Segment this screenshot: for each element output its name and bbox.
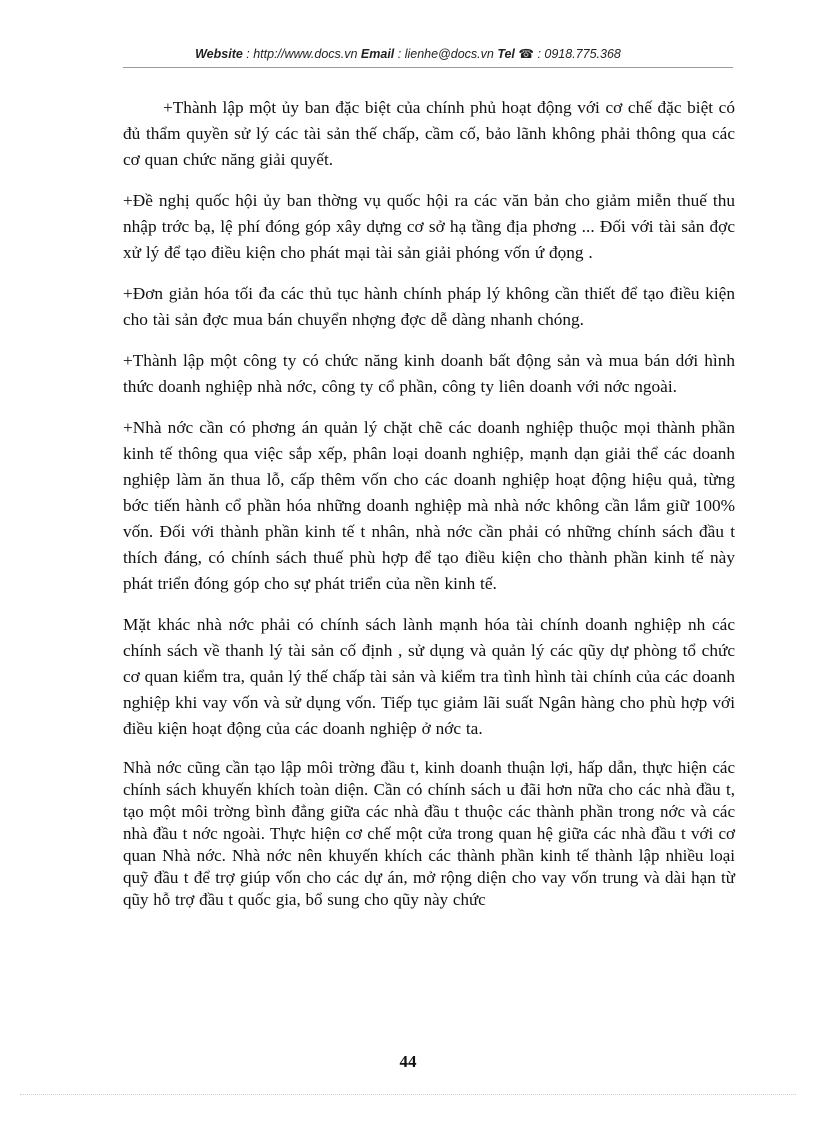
paragraph-3: +Đơn giản hóa tối đa các thủ tục hành chính pháp lý không cần thiết để tạo điều kiện cho tài sản đợc mua bán chuyển nhợng đợc dễ dàng nhanh chóng. <box>123 284 735 329</box>
email-value: : lienhe@docs.vn <box>394 47 498 61</box>
paragraph-1: +Thành lập một ủy ban đặc biệt của chính phủ hoạt động với cơ chế đặc biệt có đủ thẩm quyền sử lý các tài sản thế chấp, cầm cố, bảo lãnh không phải thông qua các cơ quan chức năng giải quyết. <box>123 98 735 169</box>
paragraph-2: +Đề nghị quốc hội ủy ban thờng vụ quốc hội ra các văn bản cho giảm miễn thuế thu nhập trớc bạ, lệ phí đóng góp xây dựng cơ sở hạ tầng địa phơng ... Đối với tài sản đợc xử lý để tạo điều kiện cho phát mại tài sản giải phóng vốn ứ đọng . <box>123 191 735 262</box>
paragraph-6: Mặt khác nhà nớc phải có chính sách lành mạnh hóa tài chính doanh nghiệp nh các chính sách về thanh lý tài sản cố định , sử dụng và quản lý các qũy dự phòng tổ chức cơ quan kiểm tra, quản lý thế chấp tài sản và kiểm tra tình hình tài chính của các doanh nghiệp khi vay vốn và sử dụng vốn. Tiếp tục giảm lãi suất Ngân hàng cho phù hợp với điều kiện hoạt động của các doanh nghiệp ở nớc ta. <box>123 615 735 738</box>
page-header <box>0 46 816 61</box>
paragraph-7: Nhà nớc cũng cần tạo lập môi trờng đầu t, kinh doanh thuận lợi, hấp dẫn, thực hiện các chính sách khuyến khích toàn diện. Cần có chính sách u đãi hơn nữa cho các nhà đầu t, tạo một môi trờng bình đẳng giữa các nhà đầu t thuộc các thành phần trong nớc và các nhà đầu t nớc ngoài. Thực hiện cơ chế một cửa trong quan hệ giữa các nhà đầu t với cơ quan Nhà nớc. Nhà nớc nên khuyến khích các thành phần kinh tế thành lập nhiều loại quỹ đầu t để trợ giúp vốn cho các dự án, mở rộng diện cho vay vốn trung và dài hạn từ qũy hỗ trợ đầu t quốc gia, bổ sung cho qũy này chức <box>123 758 735 909</box>
paragraph-4: +Thành lập một công ty có chức năng kinh doanh bất động sản và mua bán dới hình thức doanh nghiệp nhà nớc, công ty cổ phần, công ty liên doanh với nớc ngoài. <box>123 351 735 396</box>
page-number: 44 <box>399 1052 417 1071</box>
tel-value: : 0918.775.368 <box>533 47 621 61</box>
header-divider <box>123 67 733 68</box>
document-body <box>123 95 735 926</box>
email-label: Email <box>360 47 395 61</box>
tel-label: Tel <box>497 47 515 61</box>
paragraph-5: +Nhà nớc cần có phơng án quản lý chặt chẽ các doanh nghiệp thuộc mọi thành phần kinh tế thông qua việc sắp xếp, phân loại doanh nghiệp, mạnh dạn giải thể các doanh nghiệp làm ăn thua lỗ, cấp thêm vốn cho các doanh nghiệp hoạt động hiệu quả, từng bớc tiến hành cổ phần hóa những doanh nghiệp mà nhà nớc không cần lắm giữ 100% vốn. Đối với thành phần kinh tế t nhân, nhà nớc cần phải có những chính sách đầu t thích đáng, có chính sách thuế phù hợp để tạo điều kiện cho thành phần kinh tế này phát triển đóng góp cho sự phát triển của nền kinh tế. <box>123 418 735 593</box>
phone-icon: ☎ <box>518 47 534 61</box>
page-bottom-border <box>20 1094 796 1095</box>
website-value: : http://www.docs.vn <box>242 47 361 61</box>
website-label: Website <box>195 47 243 61</box>
